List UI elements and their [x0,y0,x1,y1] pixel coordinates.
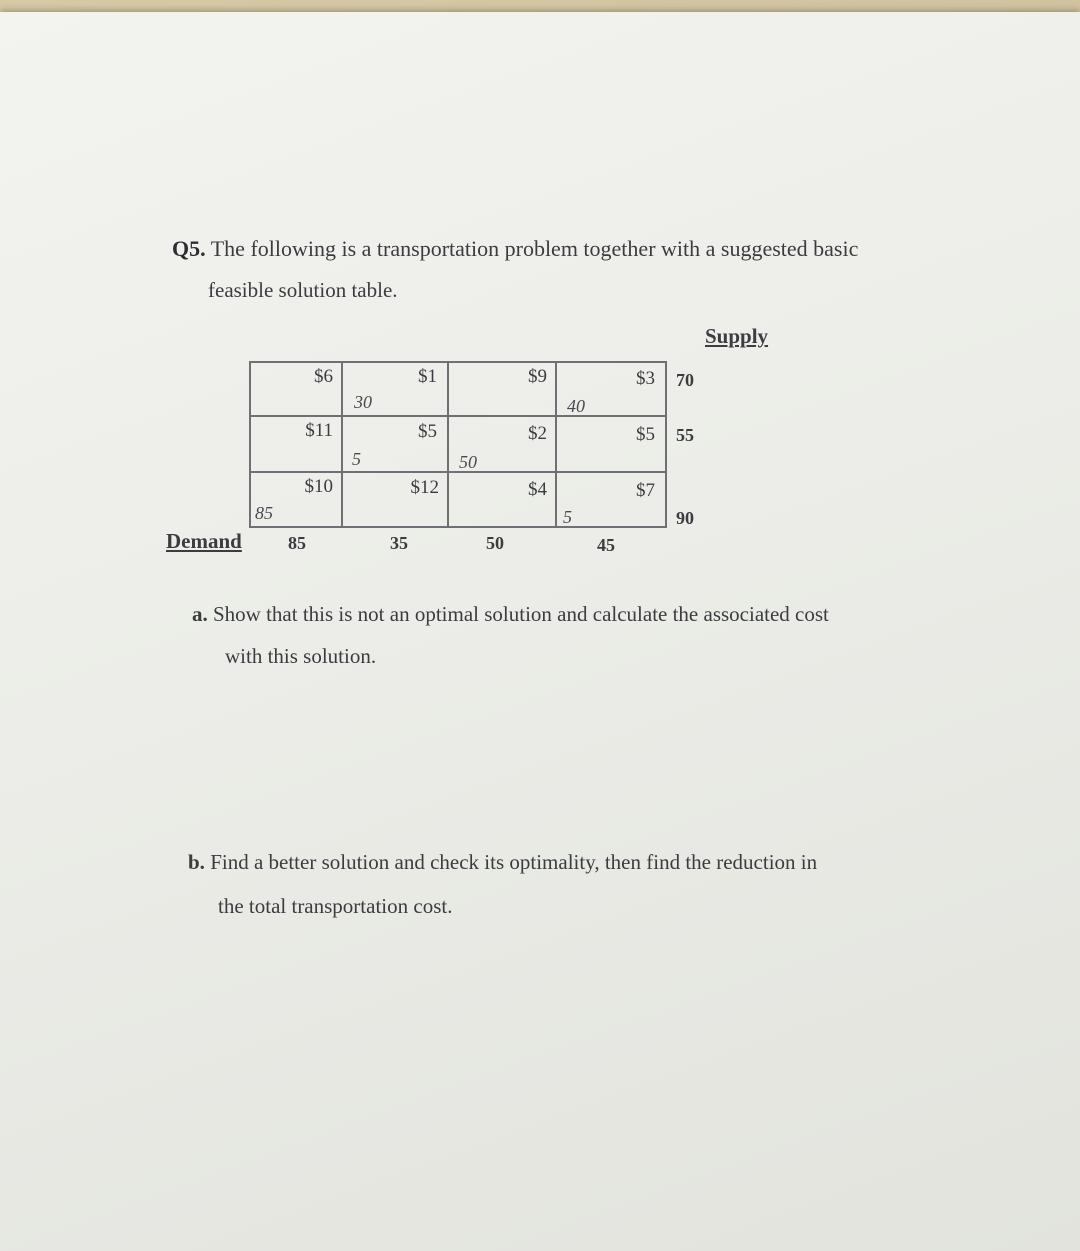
part-b-line-1 [188,850,817,875]
table-border-right [665,361,667,528]
question-line-1 [172,236,858,262]
cost-r2-c2: $5 [418,421,437,442]
supply-row-3: 90 [676,508,694,528]
paper-sheet [0,12,1080,1251]
cost-r3-c1: $10 [304,476,333,497]
supply-row-1: 70 [676,370,694,390]
alloc-r1-c4: 40 [567,396,585,416]
table-col-divider [555,361,557,528]
cost-box-line [341,361,343,417]
cost-r2-c4: $5 [636,424,655,445]
table-row-divider [249,415,667,417]
alloc-r3-c3: 5 [563,507,572,527]
question-text-line-2: feasible solution table. [208,278,398,302]
part-a-label: a. [192,602,208,626]
alloc-r2-c2: 5 [352,449,361,469]
cost-r3-c4: $7 [636,480,655,501]
demand-label: Demand [166,529,242,553]
cost-r1-c2: $1 [418,366,437,387]
demand-col-2: 35 [390,533,408,553]
cost-r3-c3: $4 [528,479,547,500]
supply-header: Supply [705,324,769,348]
part-a-text-2: with this solution. [225,644,377,668]
table-border-top [249,361,667,363]
cost-r1-c4: $3 [636,368,655,389]
demand-col-4: 45 [597,535,615,555]
alloc-r1-c2: 30 [354,392,372,412]
table-border-left [249,361,251,528]
supply-row-2: 55 [676,425,694,445]
transportation-table [249,361,667,528]
cost-r1-c1: $6 [314,366,333,387]
cost-r2-c1: $11 [305,420,333,441]
part-a-line-1 [192,602,829,627]
question-text-line-1: The following is a transportation problem together with a suggested basic [210,236,859,261]
table-row-divider [249,471,667,473]
part-b-text-2: the total transportation cost. [218,894,453,918]
part-b-label: b. [188,850,205,874]
question-number: Q5. [172,236,206,261]
demand-col-1: 85 [288,533,306,553]
alloc-r3-c1: 85 [255,503,273,523]
cost-r3-c2: $12 [410,477,439,498]
cost-r1-c3: $9 [528,366,547,387]
demand-col-3: 50 [486,533,504,553]
alloc-r2-c3: 50 [459,452,477,472]
cost-r2-c3: $2 [528,423,547,444]
part-a-text-1: Show that this is not an optimal solution and calculate the associated cost [213,602,829,626]
table-border-bottom [249,526,667,528]
part-b-text-1: Find a better solution and check its optimality, then find the reduction in [210,850,818,874]
table-col-divider [447,361,449,528]
